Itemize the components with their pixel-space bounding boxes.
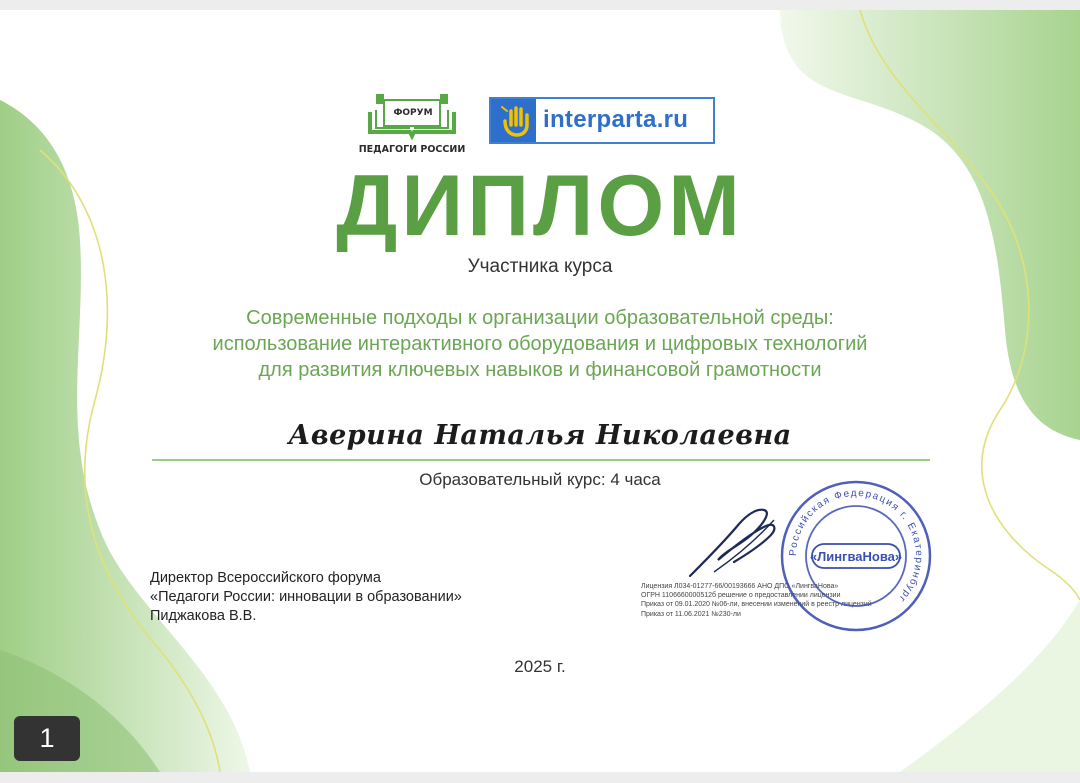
interparta-logo (489, 97, 715, 144)
license-line: Лицензия Л034-01277-66/00193666 АНО ДПО «ЛингваНова» (641, 583, 839, 590)
recipient-name: Аверина Наталья Николаевна (288, 420, 792, 451)
diploma-title: ДИПЛОМ (336, 158, 744, 254)
course-title-line: Современные подходы к организации образовательной среды: (246, 307, 834, 329)
forum-logo-top-label: ФОРУМ (393, 108, 433, 118)
diploma-subtitle: Участника курса (467, 256, 613, 277)
signature (684, 502, 784, 582)
interparta-logo-text: interparta.ru (543, 106, 689, 133)
course-title (0, 305, 1080, 383)
license-line: Приказ от 09.01.2020 №06-ли, внесении изменений в реестр лицензий (641, 601, 872, 609)
license-line: ОГРН 1106660000512б решение о предоставлении лицензии (641, 592, 841, 600)
director-name: Пиджакова В.В. (150, 608, 257, 624)
course-title-line: использование интерактивного оборудования и цифровых технологий (212, 333, 868, 355)
license-line: Приказ от 11.06.2021 №230-ли (641, 610, 741, 618)
forum-logo (356, 88, 468, 160)
director-line: Директор Всероссийского форума (150, 570, 381, 586)
year: 2025 г. (514, 657, 566, 676)
forum-logo-bottom-label: ПЕДАГОГИ РОССИИ (358, 144, 466, 155)
hand-icon (491, 99, 536, 142)
page-number-badge[interactable]: 1 (14, 716, 80, 761)
official-stamp (778, 478, 934, 634)
director-line: «Педагоги России: инновации в образовании» (150, 589, 462, 605)
stamp-center-text: «ЛингваНова» (809, 549, 903, 564)
director-block (150, 569, 462, 626)
course-hours: Образовательный курс: 4 часа (419, 470, 661, 489)
name-underline (152, 459, 930, 461)
course-title-line: для развития ключевых навыков и финансовой грамотности (258, 359, 822, 381)
stamp-ring-text: Российская Федерация г. Екатеринбург (787, 487, 925, 605)
